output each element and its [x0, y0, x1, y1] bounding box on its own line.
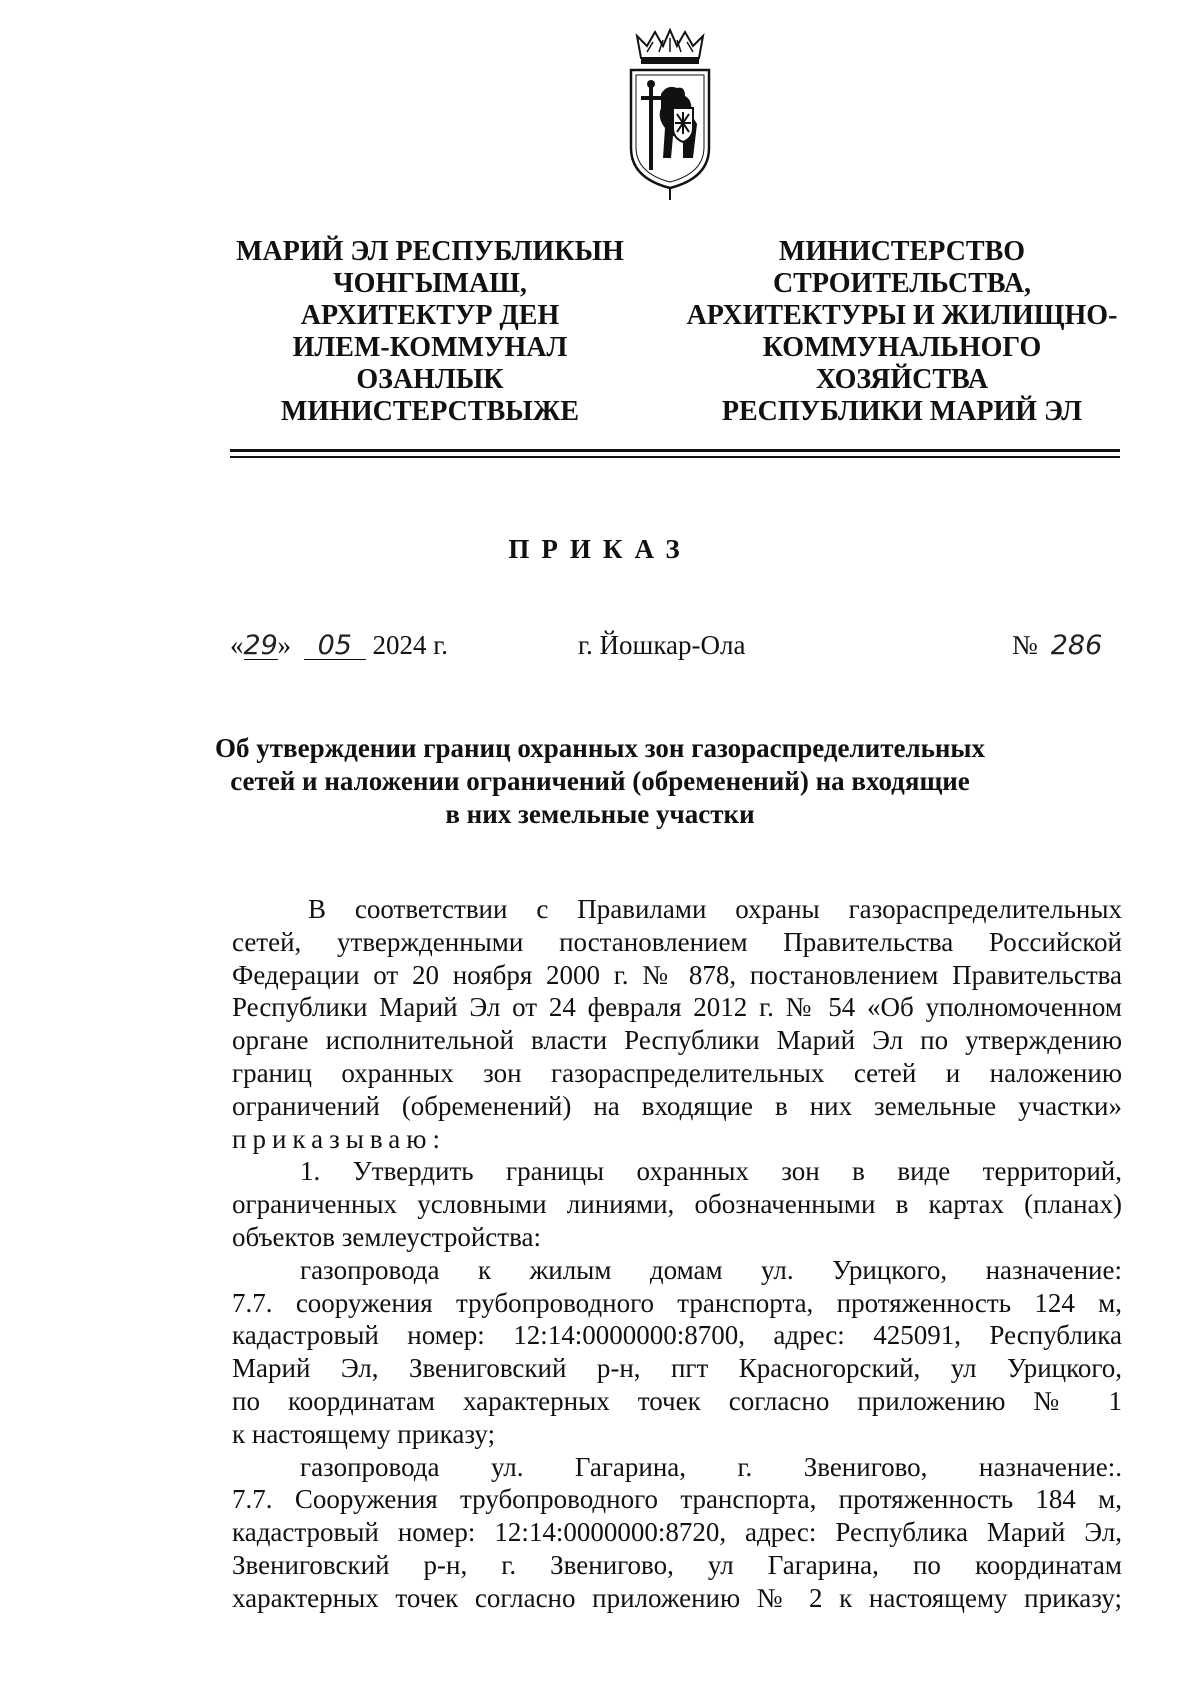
- header-divider-thick: [230, 449, 1120, 452]
- item-b-line: 7.7. Сооружения трубопроводного транспорта, протяженность 184 м,: [232, 1484, 1122, 1515]
- item-b-line: Звениговский р-н, г. Звенигово, ул Гагарина, по координатам: [232, 1549, 1122, 1580]
- preamble-line: сетей, утвержденными постановлением Правительства Российской: [232, 926, 1122, 957]
- preamble-line: В соответствии с Правилами охраны газораспределительных: [308, 894, 1122, 924]
- item-a-line: к настоящему приказу;: [232, 1418, 496, 1449]
- document-number: [1012, 630, 1109, 661]
- document-body: [232, 893, 1122, 1615]
- header-left-line: ЧОНГЫМАШ,: [333, 268, 527, 299]
- item1-line: ограниченных условными линиями, обозначенными в картах (планах): [232, 1189, 1122, 1220]
- ministry-name-mari: [220, 236, 640, 428]
- date-day-handwritten: 29: [243, 630, 278, 661]
- item-a-line: Марий Эл, Звениговский р-н, пгт Красногорский, ул Урицкого,: [232, 1353, 1122, 1384]
- document-title: ПРИКАЗ: [508, 534, 692, 564]
- header-left-line: ОЗАНЛЫК: [356, 364, 504, 395]
- item-a-line: 7.7. сооружения трубопроводного транспорта, протяженность 124 м,: [232, 1287, 1122, 1318]
- header-right-line: КОММУНАЛЬНОГО: [762, 332, 1042, 363]
- preamble-line: Республики Марий Эл от 24 февраля 2012 г. № 54 «Об уполномоченном: [232, 992, 1122, 1023]
- coat-of-arms-icon: [627, 28, 713, 204]
- item-b-line: кадастровый номер: 12:14:0000000:8720, адрес: Республика Марий Эл,: [232, 1517, 1122, 1548]
- item-b-line: газопровода ул. Гагарина, г. Звенигово, назначение:.: [300, 1451, 1122, 1482]
- subject-line: в них земельные участки: [445, 799, 755, 829]
- ministry-name-russian: [682, 236, 1122, 428]
- preamble-line: Федерации от 20 ноября 2000 г. № 878, постановлением Правительства: [232, 959, 1122, 990]
- number-handwritten: 286: [1050, 630, 1103, 661]
- header-right-line: РЕСПУБЛИКИ МАРИЙ ЭЛ: [721, 396, 1083, 427]
- item-a-line: по координатам характерных точек согласно приложению № 1: [232, 1385, 1122, 1416]
- document-city: г. Йошкар-Ола: [578, 630, 746, 660]
- date-quote-close: »: [277, 630, 291, 660]
- preamble-line: границ охранных зон газораспределительных сетей и наложению: [232, 1057, 1122, 1088]
- date-year: 2024 г.: [372, 630, 449, 660]
- item-a-line: кадастровый номер: 12:14:0000000:8700, адрес: 425091, Республика: [232, 1320, 1122, 1351]
- header-right-line: СТРОИТЕЛЬСТВА,: [772, 268, 1032, 299]
- header-divider-thin: [230, 456, 1120, 458]
- date-quote-open: «: [230, 630, 244, 660]
- item1-line: объектов землеустройства:: [232, 1221, 541, 1252]
- subject-line: сетей и наложении ограничений (обременений) на входящие: [230, 766, 970, 796]
- preamble-line: органе исполнительной власти Республики Марий Эл по утверждению: [232, 1025, 1122, 1056]
- header-left-line: МАРИЙ ЭЛ РЕСПУБЛИКЫН: [236, 236, 624, 267]
- header-right-line: МИНИСТЕРСТВО: [778, 236, 1026, 267]
- item1-line: 1. Утвердить границы охранных зон в виде территорий,: [300, 1156, 1122, 1187]
- number-prefix: №: [1012, 630, 1038, 660]
- document-subject: [0, 732, 1200, 831]
- item-a-line: газопровода к жилым домам ул. Урицкого, назначение:: [300, 1254, 1122, 1285]
- header-left-line: АРХИТЕКТУР ДЕН: [300, 300, 560, 331]
- header-left-line: МИНИСТЕРСТВЫЖЕ: [280, 396, 580, 427]
- document-date: [230, 630, 448, 661]
- order-word: приказываю:: [232, 1123, 446, 1154]
- preamble-line: ограничений (обременений) на входящие в них земельные участки»: [232, 1090, 1122, 1121]
- subject-line: Об утверждении границ охранных зон газораспределительных: [214, 733, 986, 763]
- header-left-line: ИЛЕМ-КОММУНАЛ: [292, 332, 568, 363]
- header-right-line: ХОЗЯЙСТВА: [815, 364, 989, 395]
- header-right-line: АРХИТЕКТУРЫ И ЖИЛИЩНО-: [686, 300, 1118, 331]
- item-b-line: характерных точек согласно приложению № 2 к настоящему приказу;: [232, 1582, 1122, 1613]
- date-month-handwritten: 05: [304, 633, 366, 660]
